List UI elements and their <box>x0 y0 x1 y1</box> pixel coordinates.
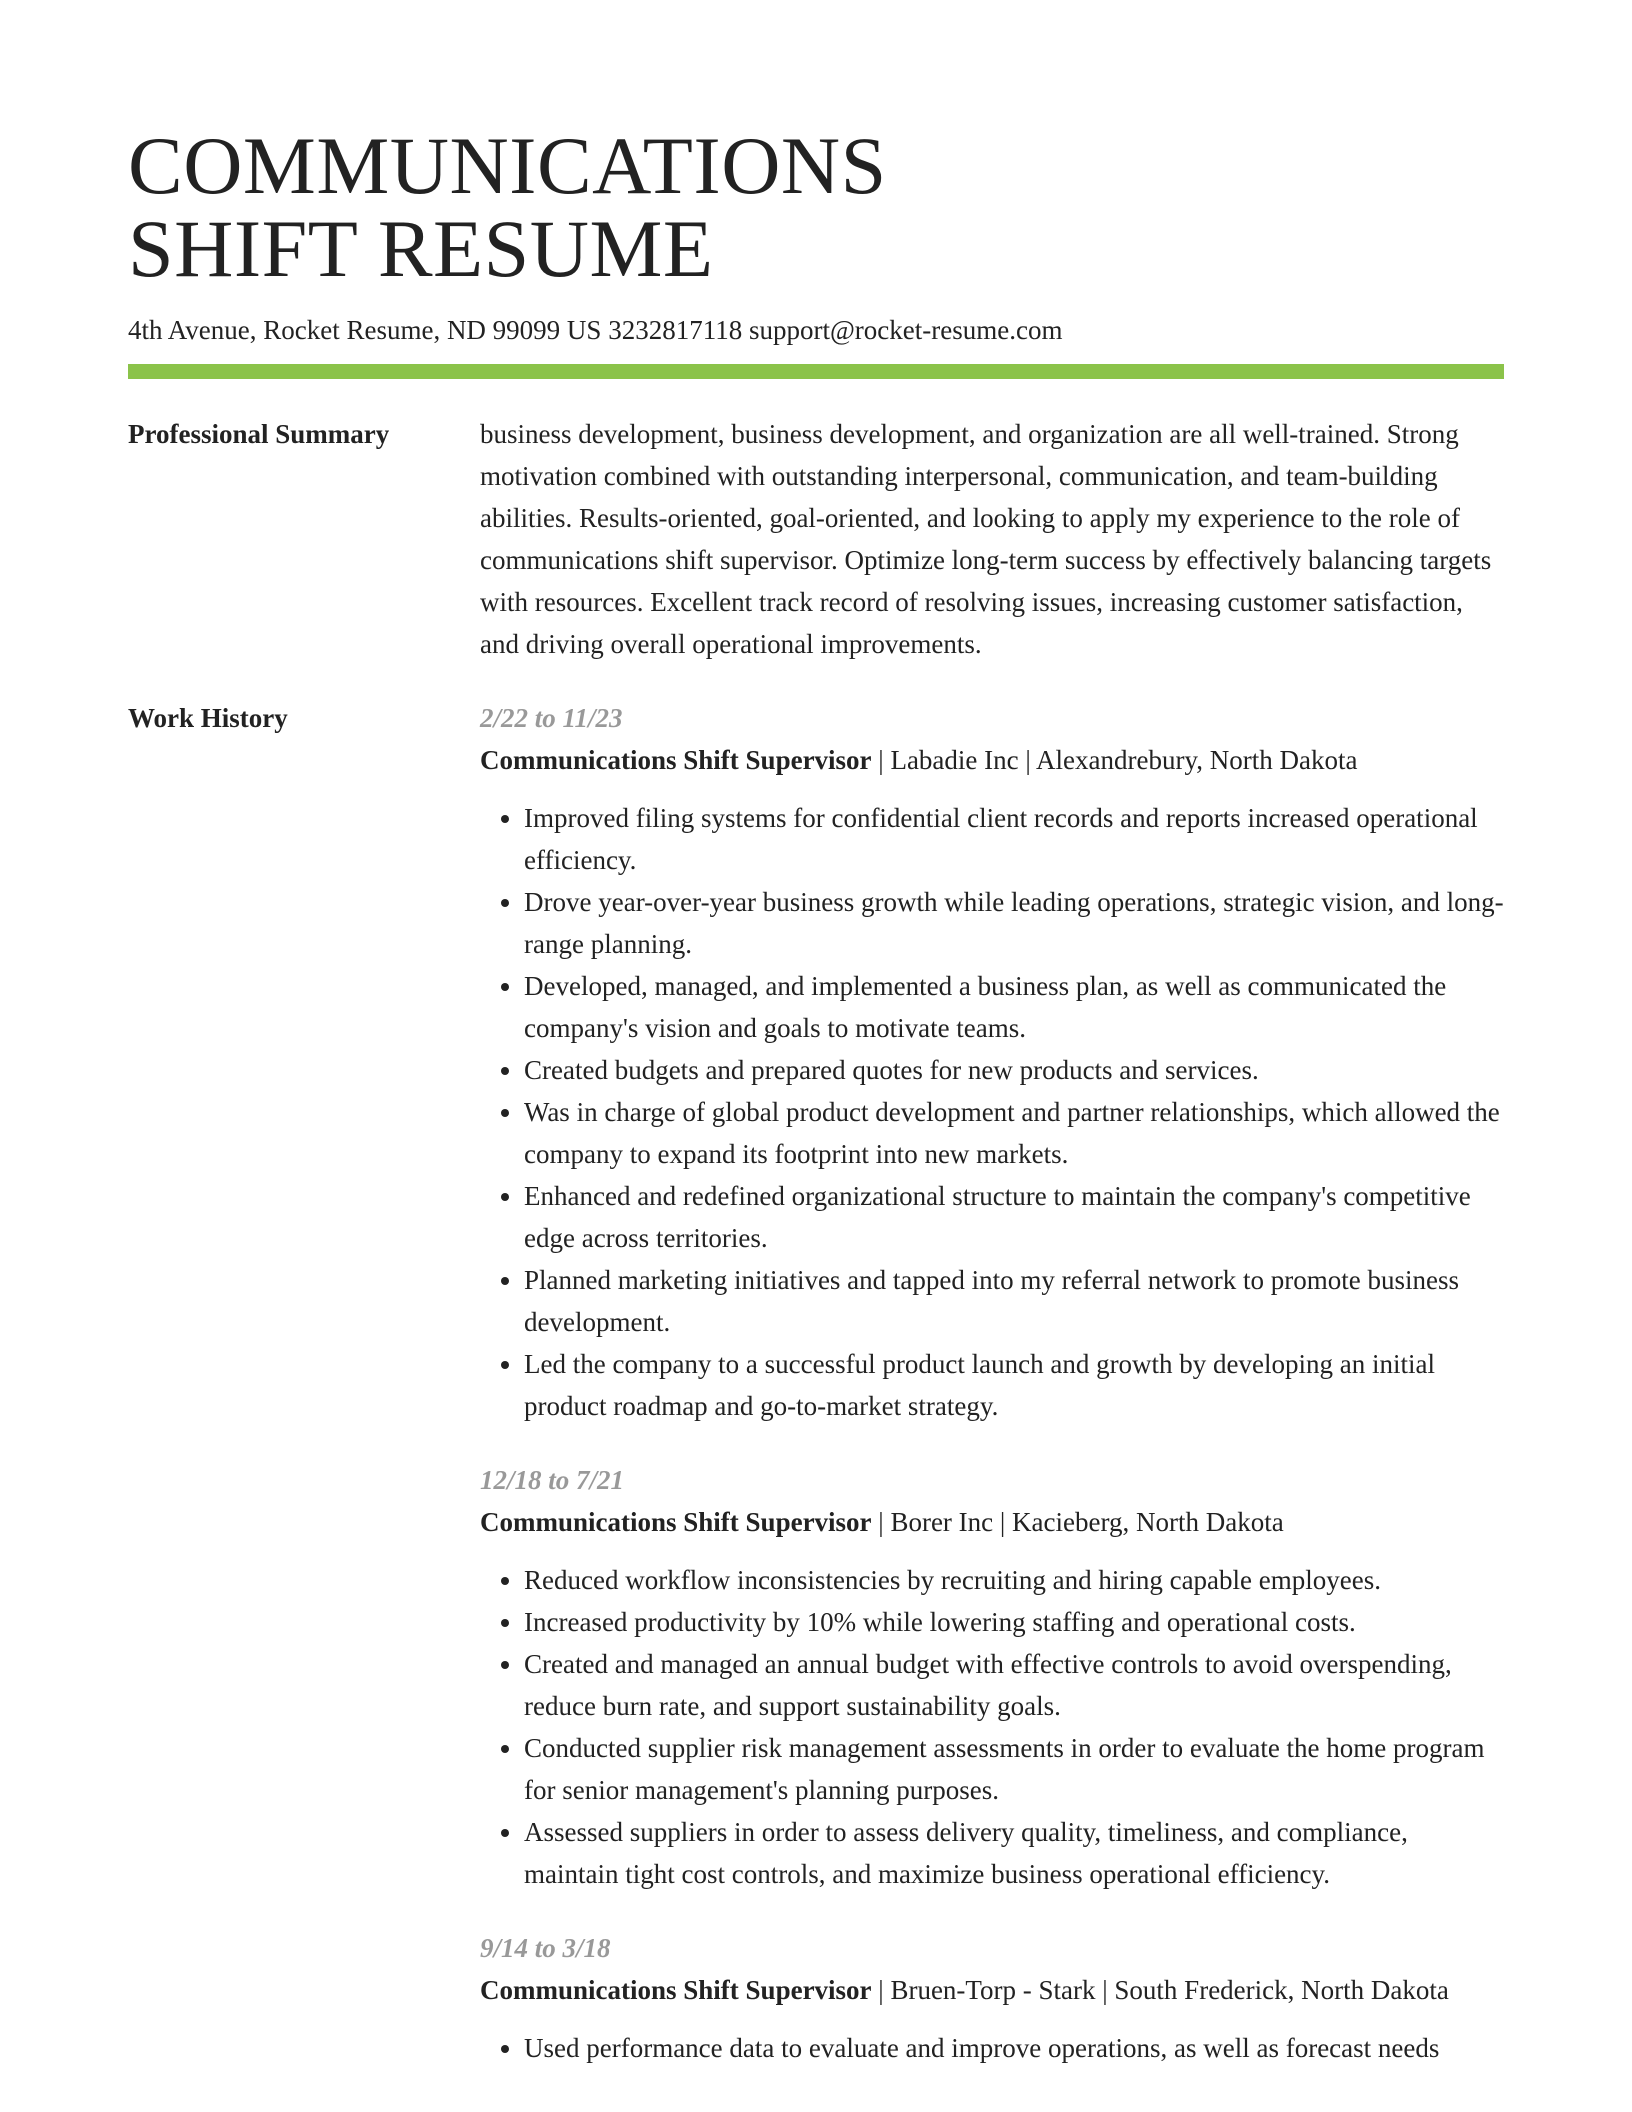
section-label-professional-summary: Professional Summary <box>128 419 390 449</box>
job-employer-location: | Labadie Inc | Alexandrebury, North Dakota <box>871 745 1358 775</box>
professional-summary-section <box>128 413 1504 665</box>
job-dates: 2/22 to 11/23 <box>480 703 623 733</box>
job-role: Communications Shift Supervisor <box>480 745 872 775</box>
job-bullet: • Assessed suppliers in order to assess delivery quality, timeliness, and compliance, maintain tight cost controls, and maximize business operational efficiency. <box>524 1811 1504 1895</box>
resume-title-line-2: SHIFT RESUME <box>128 203 714 294</box>
job-bullet: • Planned marketing initiatives and tapped into my referral network to promote business development. <box>524 1259 1504 1343</box>
job-employer-location: | Borer Inc | Kacieberg, North Dakota <box>871 1507 1284 1537</box>
work-history-section <box>128 697 1504 2101</box>
job-heading <box>480 739 1504 781</box>
resume-page <box>128 0 1504 2101</box>
job-bullet: • Led the company to a successful product launch and growth by developing an initial product roadmap and go-to-market strategy. <box>524 1343 1504 1427</box>
job-entry <box>480 1927 1504 2069</box>
accent-divider <box>128 364 1504 379</box>
job-bullet: • Improved filing systems for confidential client records and reports increased operational efficiency. <box>524 797 1504 881</box>
job-bullet: • Was in charge of global product development and partner relationships, which allowed the company to expand its footprint into new markets. <box>524 1091 1504 1175</box>
job-bullet: • Increased productivity by 10% while lowering staffing and operational costs. <box>524 1601 1504 1643</box>
job-employer-location: | Bruen-Torp - Stark | South Frederick, North Dakota <box>871 1975 1449 2005</box>
job-bullet: • Conducted supplier risk management assessments in order to evaluate the home program for senior management's planning purposes. <box>524 1727 1504 1811</box>
job-heading <box>480 1969 1504 2011</box>
job-dates: 12/18 to 7/21 <box>480 1465 625 1495</box>
job-entry <box>480 697 1504 1427</box>
job-entry <box>480 1459 1504 1895</box>
resume-title <box>128 0 1504 294</box>
section-label-work-history: Work History <box>128 703 288 733</box>
job-bullet: • Created and managed an annual budget with effective controls to avoid overspending, reduce burn rate, and support sustainability goals. <box>524 1643 1504 1727</box>
job-bullet: • Developed, managed, and implemented a business plan, as well as communicated the company's vision and goals to motivate teams. <box>524 965 1504 1049</box>
job-bullet-list <box>480 2027 1504 2069</box>
job-bullet: • Created budgets and prepared quotes for new products and services. <box>524 1049 1504 1091</box>
job-dates: 9/14 to 3/18 <box>480 1933 611 1963</box>
job-bullet: • Used performance data to evaluate and improve operations, as well as forecast needs <box>524 2027 1504 2069</box>
job-bullet-list <box>480 1559 1504 1895</box>
job-bullet-list <box>480 797 1504 1427</box>
work-history-entries <box>480 697 1504 2101</box>
professional-summary-text: business development, business development, and organization are all well-trained. Strong motivation combined with outstanding interpersonal, communication, and team-building abilities. Results-oriented, goal-oriented, and looking to apply my experience to the role of communications shift supervisor. Optimize long-term success by effectively balancing targets with resources. Excellent track record of resolving issues, increasing customer satisfaction, and driving overall operational improvements. <box>480 419 1492 659</box>
job-bullet: • Drove year-over-year business growth while leading operations, strategic vision, and long-range planning. <box>524 881 1504 965</box>
job-heading <box>480 1501 1504 1543</box>
resume-title-line-1: COMMUNICATIONS <box>128 120 887 211</box>
contact-info: 4th Avenue, Rocket Resume, ND 99099 US 3232817118 support@rocket-resume.com <box>128 315 1063 345</box>
job-bullet: • Reduced workflow inconsistencies by recruiting and hiring capable employees. <box>524 1559 1504 1601</box>
job-bullet: • Enhanced and redefined organizational structure to maintain the company's competitive edge across territories. <box>524 1175 1504 1259</box>
job-role: Communications Shift Supervisor <box>480 1507 872 1537</box>
job-role: Communications Shift Supervisor <box>480 1975 872 2005</box>
